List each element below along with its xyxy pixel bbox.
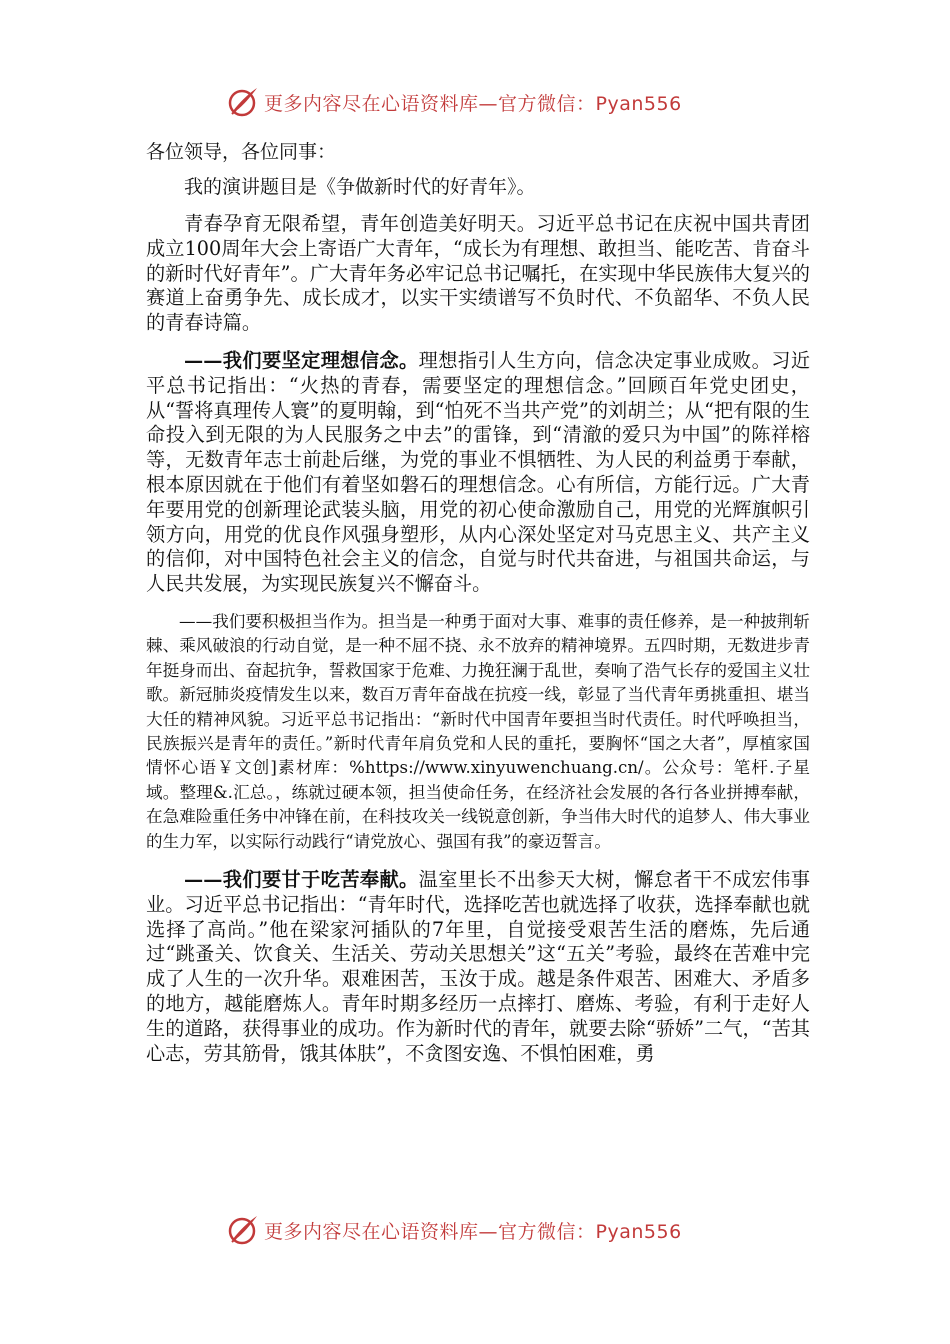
greeting: 各位领导，各位同事：: [146, 141, 337, 163]
paragraph-4-lead: ——我们要甘于吃苦奉献。: [184, 868, 419, 892]
paragraph-4: [146, 868, 810, 1066]
header-watermark: [224, 82, 744, 122]
quill-logo-icon: [224, 1212, 260, 1248]
paragraph-2-lead: ——我们要坚定理想信念。: [184, 348, 419, 372]
paragraph-2: [146, 349, 810, 597]
paragraph-3: ——我们要积极担当作为。担当是一种勇于面对大事、难事的责任修养，是一种披荆斩棘、乘风破浪的行动自觉，是一种不屈不挠、永不放弃的精神境界。五四时期，无数进步青年挺身而出、奋起抗争，誓救国家于危难、力挽狂澜于乱世，奏响了浩气长存的爱国主义壮歌。新冠肺炎疫情发生以来，数百万青年奋战在抗疫一线，彰显了当代青年勇挑重担、堪当大任的精神风貌。习近平总书记指出：“新时代中国青年要担当时代责任。时代呼唤担当，民族振兴是青年的责任。”新时代青年肩负党和人民的重托，要胸怀“国之大者”，厚植家国情怀心语￥文创]素材库：%https://www.xinyuwenchuang.cn/。公众号：笔杆.子星域。整理&.汇总。，练就过硬本领，担当使命任务，在经济社会发展的各行各业拼搏奉献，在急难险重任务中冲锋在前，在科技攻关一线锐意创新，争当伟大时代的追梦人、伟大事业的生力军，以实际行动践行“请党放心、强国有我”的豪迈誓言。: [146, 611, 810, 851]
paragraph-2-body: 理想指引人生方向，信念决定事业成败。习近平总书记指出：“火热的青春，需要坚定的理想信念。”回顾百年党史团史，从“誓将真理传人寰”的夏明翰，到“怕死不当共产党”的刘胡兰；从“把有限的生命投入到无限的为人民服务之中去”的雷锋，到“清澈的爱只为中国”的陈祥榕等，无数青年志士前赴后继，为党的事业不惧牺牲、为人民的利益勇于奉献，根本原因就在于他们有着坚如磐石的理想信念。心有所信，方能行远。广大青年要用党的创新理论武装头脑，用党的初心使命激励自己，用党的光辉旗帜引领方向，用党的优良作风强身塑形，从内心深处坚定对马克思主义、共产主义的信仰，对中国特色社会主义的信念，自觉与时代共奋进，与祖国共命运，与人民共发展，为实现民族复兴不懈奋斗。: [146, 348, 811, 596]
footer-banner-text: 更多内容尽在心语资料库—官方微信：Pyan556: [264, 1220, 682, 1243]
paragraph-4-body: 温室里长不出参天大树，懈怠者干不成宏伟事业。习近平总书记指出：“青年时代，选择吃苦也就选择了收获，选择奉献也就选择了高尚。”他在梁家河插队的7年里，自觉接受艰苦生活的磨炼，先后通过“跳蚤关、饮食关、生活关、劳动关思想关”这“五关”考验，最终在苦难中完成了人生的一次升华。艰难困苦，玉汝于成。越是条件艰苦、困难大、矛盾多的地方，越能磨炼人。青年时期多经历一点摔打、磨炼、考验，有利于走好人生的道路，获得事业的成功。作为新时代的青年，就要去除“骄娇”二气，“苦其心志，劳其筋骨，饿其体肤”，不贪图安逸、不惧怕困难，勇: [146, 868, 811, 1065]
quill-logo-icon: [224, 84, 260, 120]
speech-body: [146, 140, 810, 1079]
speech-title-line: 我的演讲题目是《争做新时代的好青年》。: [184, 176, 536, 198]
footer-watermark: [224, 1210, 744, 1250]
paragraph-1: 青春孕育无限希望，青年创造美好明天。习近平总书记在庆祝中国共青团成立100周年大会上寄语广大青年，“成长为有理想、敢担当、能吃苦、肯奋斗的新时代好青年”。广大青年务必牢记总书记嘱托，在实现中华民族伟大复兴的赛道上奋勇争先、成长成才，以实干实绩谱写不负时代、不负韶华、不负人民的青春诗篇。: [146, 212, 810, 335]
header-banner-text: 更多内容尽在心语资料库—官方微信：Pyan556: [264, 92, 682, 115]
